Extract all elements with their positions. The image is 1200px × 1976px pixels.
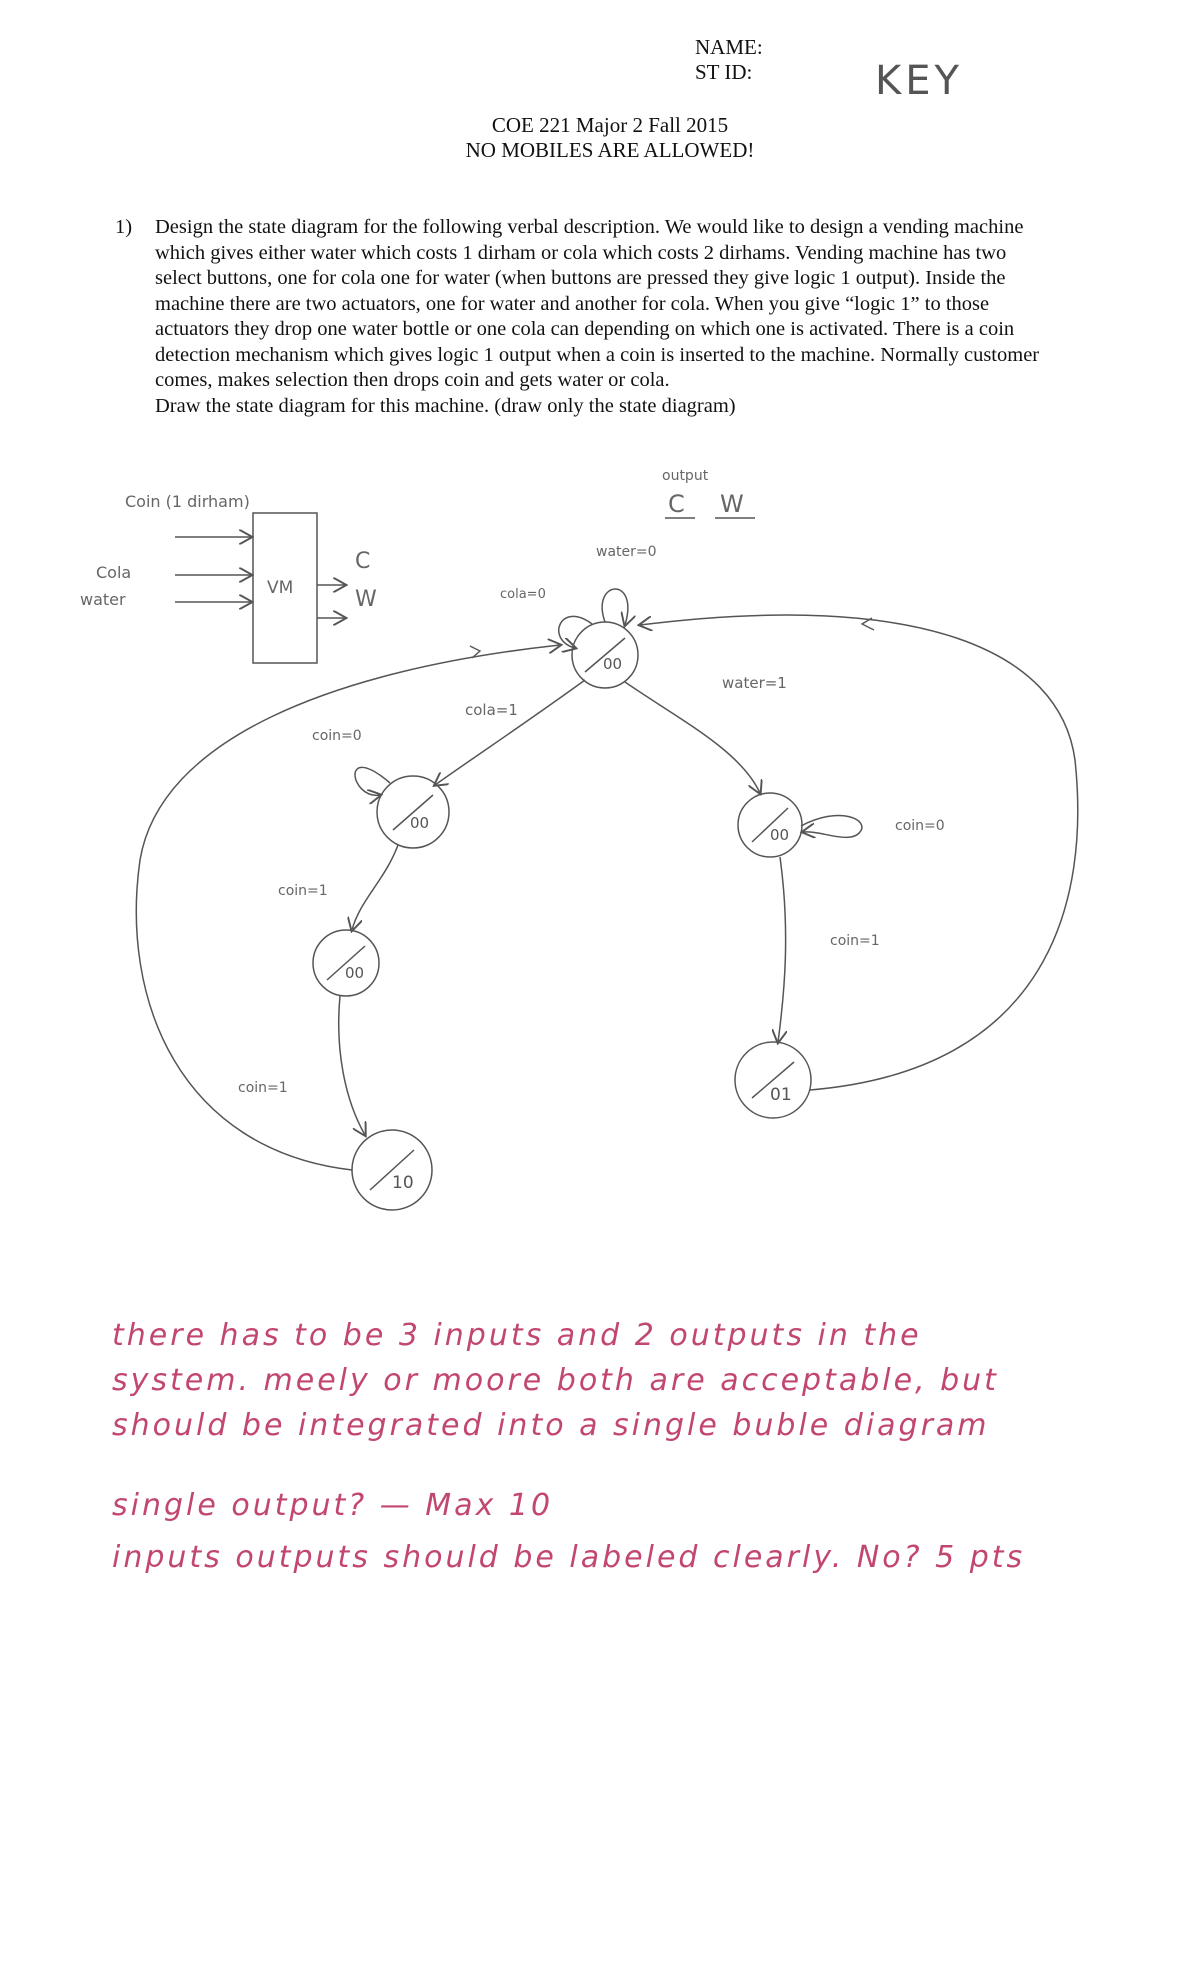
state-cola-2-output: 00	[345, 964, 365, 982]
question-text: Design the state diagram for the following verbal description. We would like to design a vending machine which gives either water which costs 1 dirham or cola which costs 2 dirhams. Vending machine has two select buttons, one for cola one for water (when buttons are pressed they give logic 1 output). Inside the machine there are two actuators, one for water and another for cola. When you give “logic 1” to those actuators they drop one water bottle or one cola can depending on which one is activated. There is a coin detection mechanism which gives logic 1 output when a coin is inserted to the machine. Normally customer comes, makes selection then drops coin and gets water or cola.	[155, 216, 1040, 391]
state-cola-1-output: 00	[410, 814, 430, 832]
input-label-cola: Cola	[96, 563, 132, 582]
question-instruction: Draw the state diagram for this machine. (draw only the state diagram)	[155, 394, 736, 417]
output-label-w: W	[355, 587, 377, 612]
output-legend-c: C	[668, 490, 685, 518]
student-id-label: ST ID:	[695, 60, 753, 84]
grader-note-line-1: there has to be 3 inputs and 2 outputs in the	[112, 1318, 922, 1353]
grader-note-line-3: should be integrated into a single buble diagram	[112, 1408, 990, 1443]
transition-idle-self-water: water=0	[596, 544, 657, 560]
transition-water1-self: coin=0	[895, 818, 945, 834]
exam-warning: NO MOBILES ARE ALLOWED!	[465, 138, 755, 162]
input-label-coin: Coin (1 dirham)	[125, 492, 250, 511]
transition-cola1-to-cola2: coin=1	[278, 883, 328, 899]
grader-note-line-4: single output? — Max 10	[112, 1488, 554, 1523]
transition-cola1-self: coin=0	[312, 728, 362, 744]
transition-idle-self-cola: cola=0	[500, 587, 546, 602]
transition-idle-to-cola: cola=1	[465, 701, 518, 719]
name-label: NAME:	[695, 35, 763, 59]
transition-idle-to-water: water=1	[722, 674, 787, 692]
state-diagram	[0, 450, 1200, 1270]
output-legend-w: W	[720, 490, 744, 518]
grader-note-line-5: inputs outputs should be labeled clearly. No? 5 pts	[112, 1540, 1026, 1575]
input-label-water: water	[80, 590, 126, 609]
state-water-1-output: 00	[770, 826, 790, 844]
course-title: COE 221 Major 2 Fall 2015	[491, 113, 729, 137]
output-label-c: C	[355, 549, 371, 574]
transition-water1-to-waterout: coin=1	[830, 933, 880, 949]
output-legend-title: output	[662, 468, 709, 484]
grader-note-line-2: system. meely or moore both are acceptable, but	[112, 1363, 999, 1398]
key-mark: KEY	[875, 58, 963, 104]
state-cola-out-output: 10	[392, 1173, 414, 1193]
question-number: 1)	[115, 216, 133, 238]
vm-label: VM	[267, 578, 294, 598]
transition-cola2-to-colaout: coin=1	[238, 1080, 288, 1096]
state-idle-output: 00	[603, 655, 623, 673]
state-water-out-output: 01	[770, 1085, 792, 1105]
question-block	[115, 215, 1055, 419]
